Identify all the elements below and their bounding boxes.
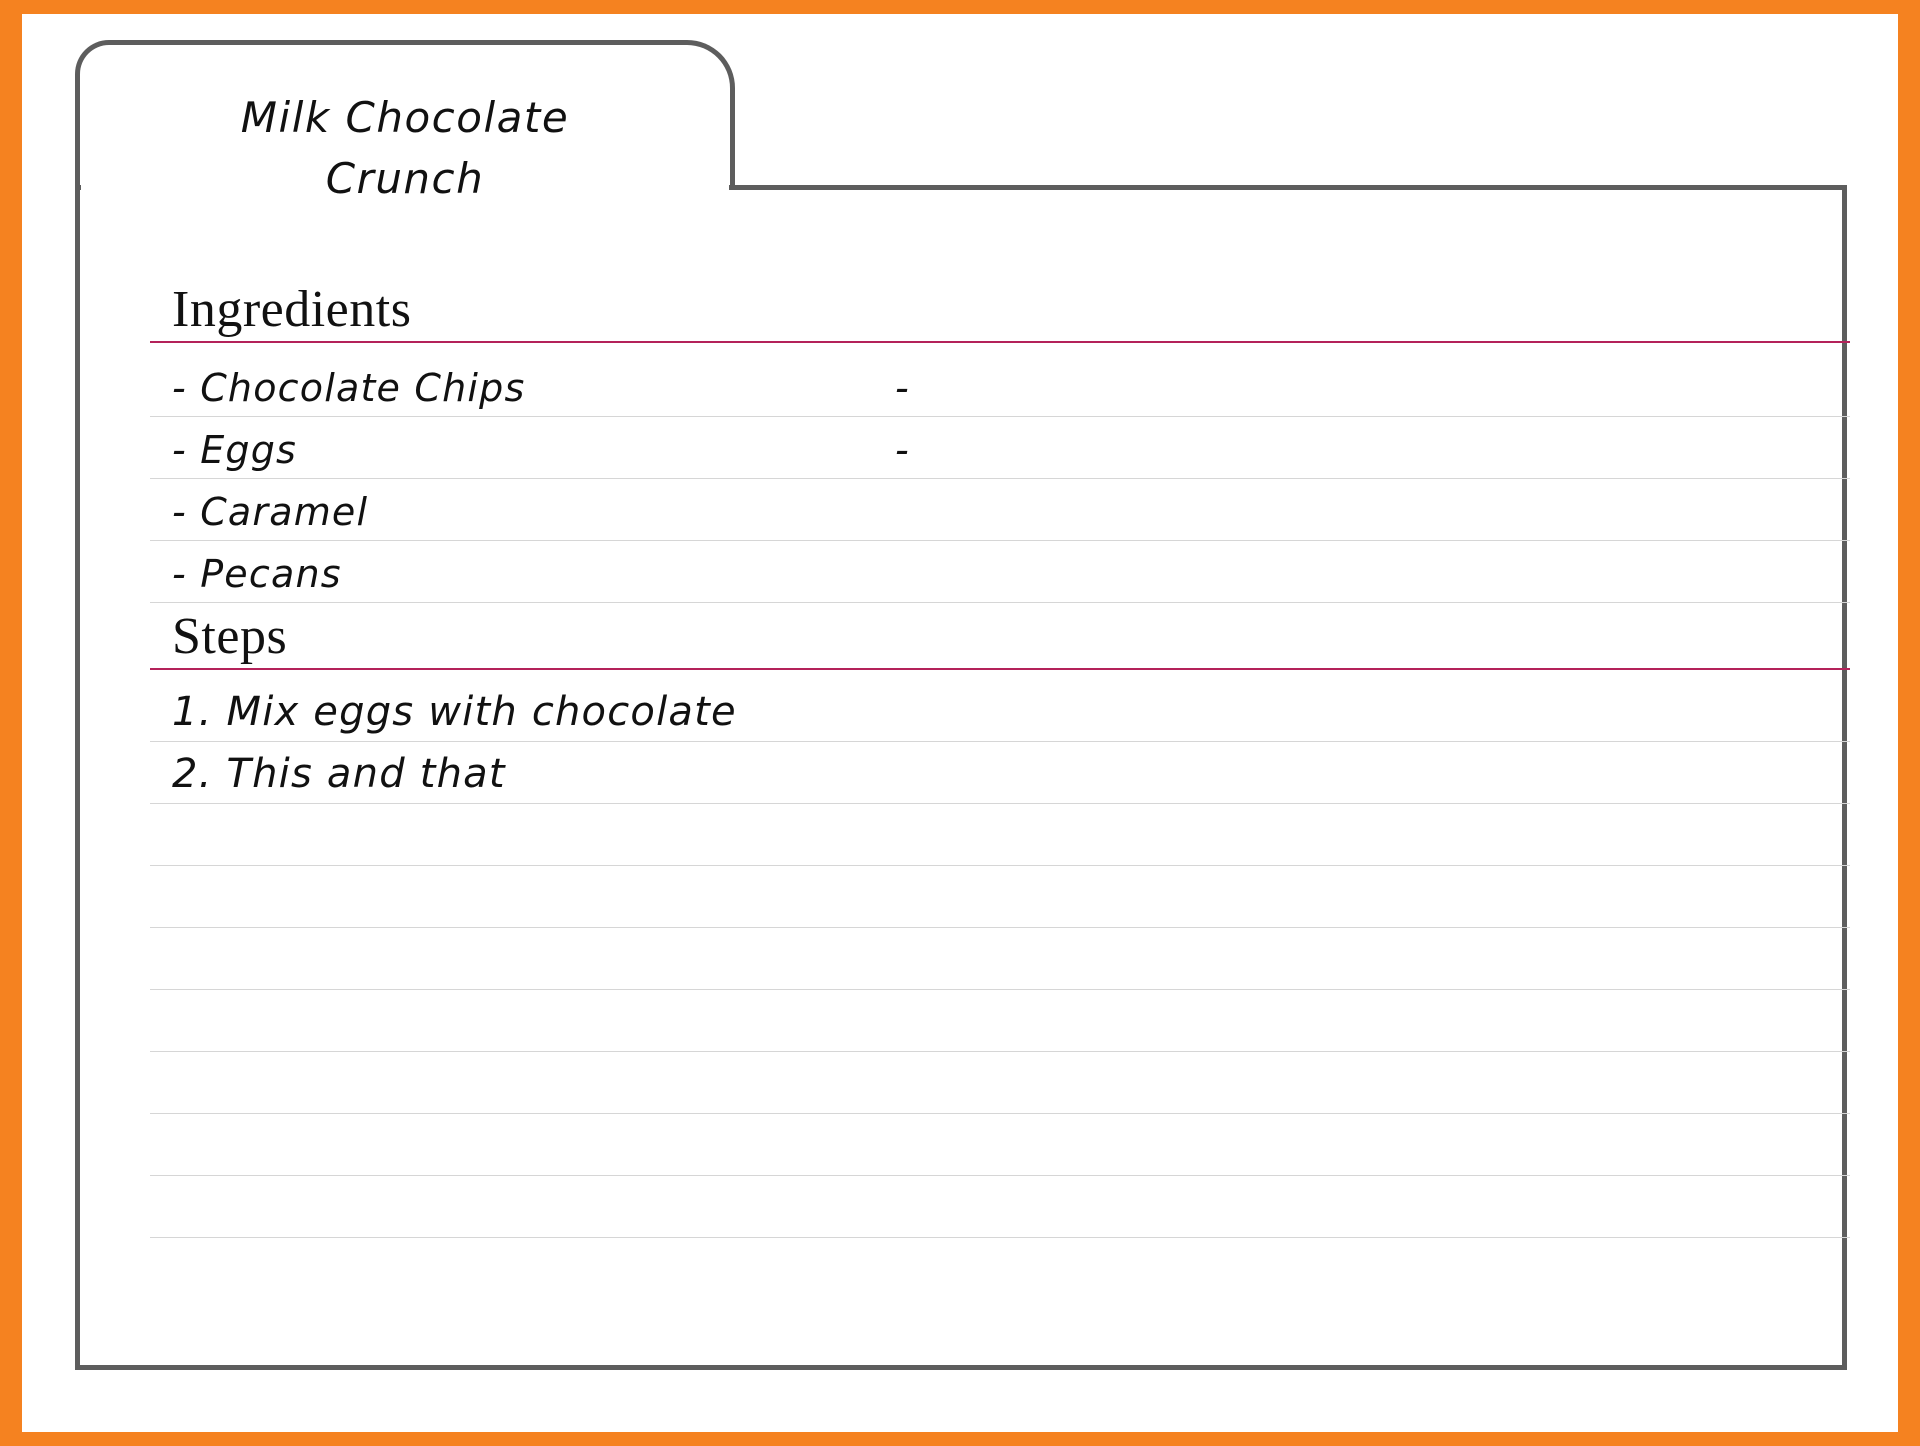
ingredients-section <box>150 280 1850 603</box>
list-item <box>150 541 1850 603</box>
steps-heading-wrap <box>150 607 1850 670</box>
recipe-title <box>105 88 705 210</box>
steps-section <box>150 607 1850 1238</box>
ingredient-text: - Eggs <box>172 428 298 472</box>
recipe-content <box>150 280 1850 1370</box>
step-text: 2. This and that <box>172 751 506 797</box>
list-item <box>150 742 1850 804</box>
recipe-title-line-1: Milk Chocolate <box>240 93 570 142</box>
ingredients-heading-rule <box>150 341 1850 343</box>
blank-line <box>150 1052 1850 1114</box>
list-item <box>150 479 1850 541</box>
ingredient-amount: - <box>895 366 909 410</box>
ingredient-text: - Chocolate Chips <box>172 366 526 410</box>
ingredient-text: - Pecans <box>172 552 342 596</box>
list-item <box>150 355 1850 417</box>
list-item <box>150 417 1850 479</box>
ingredients-lines <box>150 355 1850 603</box>
ingredient-text: - Caramel <box>172 490 369 534</box>
blank-line <box>150 1114 1850 1176</box>
ingredients-heading: Ingredients <box>172 281 412 338</box>
blank-line <box>150 928 1850 990</box>
page-sheet <box>22 14 1898 1432</box>
recipe-title-line-2: Crunch <box>325 153 485 203</box>
blank-line <box>150 866 1850 928</box>
ingredient-amount: - <box>895 428 909 472</box>
steps-heading: Steps <box>172 608 288 665</box>
blank-line <box>150 1176 1850 1238</box>
blank-line <box>150 990 1850 1052</box>
list-item <box>150 680 1850 742</box>
steps-lines <box>150 680 1850 1238</box>
recipe-folder <box>55 40 1865 1385</box>
step-text: 1. Mix eggs with chocolate <box>172 689 737 735</box>
steps-heading-rule <box>150 668 1850 670</box>
blank-line <box>150 804 1850 866</box>
